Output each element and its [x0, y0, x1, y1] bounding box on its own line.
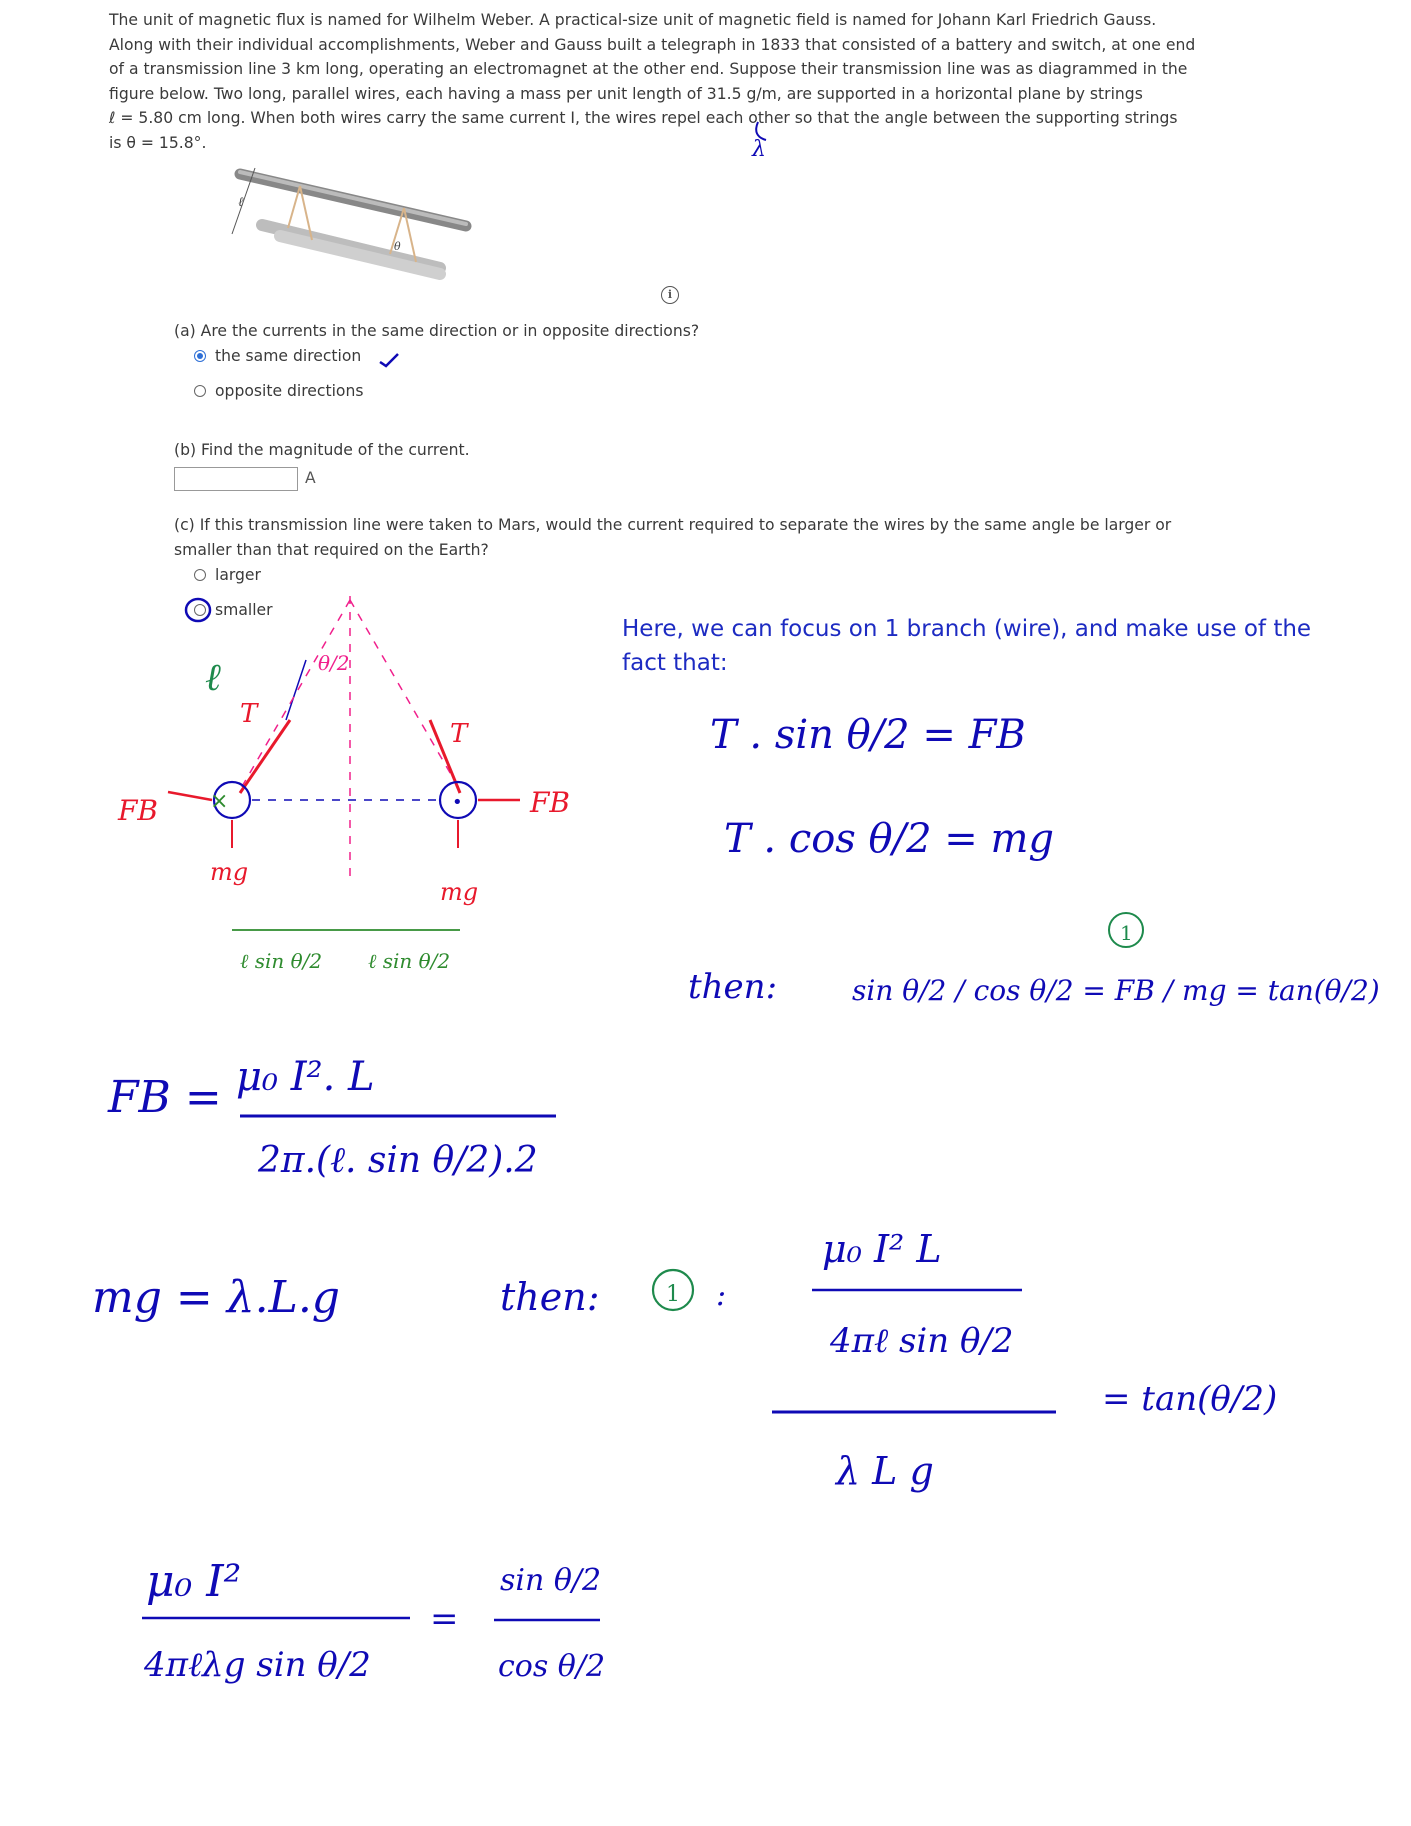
problem-line: The unit of magnetic flux is named for Wilhelm Weber. A practical-size unit of magnetic field is named for Johann Karl Friedrich Gauss. [109, 11, 1157, 29]
diagram-fb-right: FB [530, 786, 571, 819]
compound-fraction [772, 1227, 1277, 1493]
option-label: the same direction [215, 347, 362, 365]
equation-ref-1: 1 [1120, 921, 1133, 945]
diagram-fb-left: FB [118, 794, 159, 827]
diagram-mg-left: mg [210, 858, 249, 886]
radio-icon[interactable] [194, 569, 206, 581]
info-icon[interactable]: i [661, 286, 679, 304]
current-answer-input[interactable] [174, 467, 298, 491]
problem-line: Along with their individual accomplishments, Weber and Gauss built a telegraph in 1833 that consisted of a battery and switch, at one end [109, 35, 1196, 54]
fb-formula [107, 1054, 556, 1181]
figure-length-label: ℓ [238, 195, 244, 210]
answer-unit: A [305, 469, 316, 487]
compound-middle: 4πℓ sin θ/2 [830, 1321, 1014, 1361]
question-c-text-1: (c) If this transmission line were taken to Mars, would the current required to separate the wires by the same angle be larger or [174, 516, 1172, 534]
problem-line: is θ = 15.8°. [109, 133, 207, 152]
option-label: opposite directions [215, 382, 364, 400]
option-larger[interactable] [194, 566, 261, 584]
then-label-2: then: [500, 1275, 600, 1319]
figure-angle-label: θ [394, 240, 401, 253]
mg-equation: mg = λ.L.g [92, 1272, 340, 1323]
question-a-text: (a) Are the currents in the same direction or in opposite directions? [174, 322, 700, 340]
radio-icon[interactable] [194, 604, 206, 616]
option-label: larger [215, 566, 261, 584]
fb-numerator: μ₀ I². L [236, 1054, 375, 1100]
lambda-mark: λ [752, 137, 766, 162]
equation-1: T . sin θ/2 = FB [710, 712, 1026, 758]
option-smaller[interactable] [194, 601, 273, 619]
diagram-dist-left: ℓ sin θ/2 [240, 949, 323, 973]
diagram-l-label: ℓ [205, 655, 221, 699]
compound-rhs: = tan(θ/2) [1102, 1379, 1278, 1419]
final-right-denominator: cos θ/2 [498, 1649, 606, 1684]
dot-mark: • [452, 792, 463, 813]
fb-lhs: FB = [108, 1072, 222, 1123]
equation-ref-2: 1 [666, 1282, 680, 1307]
equations-right [688, 712, 1380, 1007]
question-c-text-2: smaller than that required on the Earth? [174, 541, 489, 559]
compound-denominator: λ L g [836, 1449, 934, 1493]
equation-2: T . cos θ/2 = mg [724, 816, 1055, 862]
final-numerator: μ₀ I² [146, 1556, 242, 1607]
final-right-numerator: sin θ/2 [500, 1563, 602, 1598]
option-label: smaller [215, 601, 273, 619]
problem-line: of a transmission line 3 km long, operating an electromagnet at the other end. Suppose their transmission line was as diagrammed in the [109, 60, 1188, 79]
final-equation [142, 1556, 605, 1685]
diagram-t-right: T [450, 719, 468, 749]
problem-line: figure below. Two long, parallel wires, each having a mass per unit length of 31.5 g/m, are supported in a horizontal plane by strings [109, 84, 1143, 103]
option-same-direction[interactable] [194, 347, 361, 365]
diagram-half-angle: θ/2 [318, 651, 350, 675]
option-opposite-directions[interactable] [194, 382, 363, 400]
ratio-equation: sin θ/2 / cos θ/2 = FB / mg = tan(θ/2) [852, 974, 1380, 1007]
diagram-mg-right: mg [440, 878, 479, 906]
annotation-note: Here, we can focus on 1 branch (wire), and make use of the fact that: [622, 616, 1312, 676]
fb-denominator: 2π.(ℓ. sin θ/2).2 [258, 1140, 538, 1181]
force-diagram [117, 596, 570, 973]
radio-selected-icon[interactable] [194, 350, 206, 362]
diagram-dist-right: ℓ sin θ/2 [368, 949, 451, 973]
check-mark-icon [380, 354, 398, 366]
final-denominator: 4πℓλg sin θ/2 [144, 1645, 371, 1685]
cross-mark: × [210, 789, 229, 814]
question-b-text: (b) Find the magnitude of the current. [174, 441, 470, 459]
then-label-1: then: [688, 967, 778, 1007]
problem-line: ℓ = 5.80 cm long. When both wires carry the same current I, the wires repel each other so that the angle between the supporting strings [109, 109, 1178, 128]
svg-text::: : [716, 1278, 727, 1313]
compound-numerator: μ₀ I² L [822, 1227, 942, 1271]
wire-figure [232, 168, 466, 274]
radio-icon[interactable] [194, 385, 206, 397]
final-equals: = [430, 1599, 459, 1639]
diagram-t-left: T [240, 699, 258, 729]
